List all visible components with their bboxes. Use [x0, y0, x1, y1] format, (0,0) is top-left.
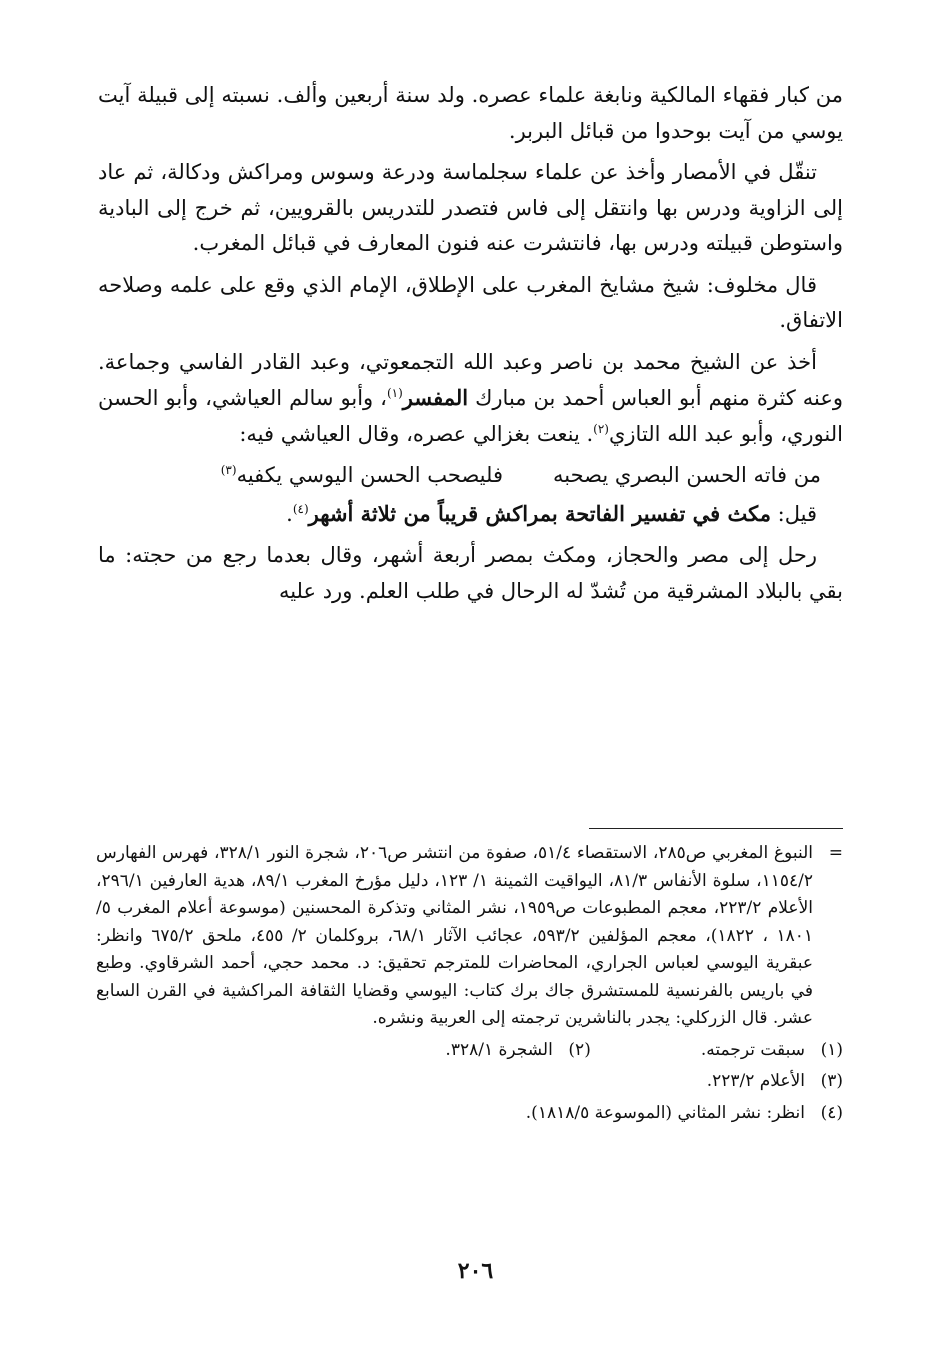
footnote-row-1-2: [96, 1037, 843, 1065]
footnote-ref-1: (١): [386, 386, 403, 400]
footnote-number: (٤): [820, 1102, 843, 1123]
paragraph-4: [98, 345, 843, 453]
poem-verse: [98, 458, 843, 494]
footnote-divider: [589, 828, 843, 829]
footnote-4: [526, 1100, 843, 1128]
paragraph-4-part-c: . ينعت بغزالي عصره، وقال العياشي فيه:: [239, 421, 594, 446]
poem-first-hemistich: من فاته الحسن البصري يصحبه: [553, 463, 821, 487]
poem-second-hemistich-wrap: [221, 458, 503, 494]
paragraph-5-part-a: قيل:: [770, 501, 817, 526]
footnote-1: [701, 1037, 843, 1065]
footnote-ref-3: (٣): [220, 463, 237, 477]
page-number: ٢٠٦: [457, 1258, 494, 1284]
paragraph-5-bold: مكث في تفسير الفاتحة بمراكش قريباً من ثلاثة أشهر: [308, 500, 771, 526]
main-text-continued: [98, 496, 843, 610]
footnote-number: (٣): [820, 1071, 843, 1091]
continuation-text: النبوغ المغربي ص٢٨٥، الاستقصاء ٥١/٤، صفوة من انتشر ص٢٠٦، شجرة النور ٣٢٨/١، فهرس الفهارس ١١٥٤/٢، سلوة الأنفاس ٨١/٣، اليواقيت الثمينة ١/ ١٢٣، دليل مؤرخ المغرب ٨٩/١، هدية العارفين ٢٩٦/١، الأعلام ٢٢٣/٢، معجم المطبوعات ص١٩٥٩، نشر المثاني وتذكرة المحسنين (موسوعة أعلام المغرب ٥/ ١٨٠١ ، ١٨٢٢)، معجم المؤلفين ٥٩٣/٢، عجائب الآثار ٦٨/١، بروكلمان ٢/ ٤٥٥، ملحق ٦٧٥/٢ وانظر: عبقرية اليوسي لعباس الجراري، المحاضرات للمترجم تحقيق: د. محمد حجي، أحمد الشرقاوي. وطبع في باريس بالفرنسية للمستشرق جاك برك كتاب: اليوسي وقضايا الثقافة المراكشية في القرن السابع عشر. قال الزركلي: يجدر بالناشرين ترجمته إلى العربية ونشره.: [96, 843, 814, 1028]
footnote-3: [707, 1068, 843, 1096]
paragraph-2: تنقّل في الأمصار وأخذ عن علماء سجلماسة ودرعة وسوس ومراكش ودكالة، ثم عاد إلى الزاوية ودرس بها وانتقل إلى فاس فتصدر للتدريس بالقرويين، ثم خرج إلى البادية واستوطن قبيلته ودرس بها، فانتشرت عنه فنون المعارف في قبائل المغرب.: [98, 160, 843, 255]
poem-second-hemistich: فليصحب الحسن اليوسي يكفيه: [236, 463, 503, 487]
paragraph-5-part-b: .: [286, 501, 293, 526]
footnote-text: سبقت ترجمته.: [700, 1039, 805, 1060]
main-body: [98, 78, 843, 615]
footnote-ref-4: (٤): [292, 501, 309, 516]
footnote-2: [445, 1037, 590, 1065]
paragraph-5: [98, 496, 843, 533]
footnote-row-4: [96, 1100, 843, 1128]
paragraph-4-bold: المفسر: [402, 385, 469, 410]
footnote-text: الأعلام ٢٢٣/٢.: [706, 1071, 805, 1091]
footnote-row-3: [96, 1068, 843, 1096]
continuation-mark: =: [828, 843, 843, 863]
footnotes: [96, 840, 843, 1127]
paragraph-6: رحل إلى مصر والحجاز، ومكث بمصر أربعة أشهر، وقال بعدما رجع من حجته: ما بقي بالبلاد المشرقية من تُشدّ له الرحال في طلب العلم. ورد عليه: [98, 543, 843, 603]
paragraph-4-part-b: ، وأبو سالم العياشي، وأبو الحسن النوري، وأبو عبد الله التازي: [98, 386, 843, 446]
paragraph-1: من كبار فقهاء المالكية ونابغة علماء عصره. ولد سنة أربعين وألف. نسبته إلى قبيلة آيت يوسي من آيت بوحدوا من قبائل البربر.: [98, 83, 843, 143]
paragraph-4-part-a: أخذ عن الشيخ محمد بن ناصر وعبد الله التجمعوتي، وعبد القادر الفاسي وجماعة. وعنه كثرة منهم أبو العباس أحمد بن مبارك: [98, 349, 843, 410]
footnote-text: انظر: نشر المثاني (الموسوعة ١٨١٨/٥).: [525, 1102, 805, 1123]
paragraph-3: قال مخلوف: شيخ مشايخ المغرب على الإطلاق، الإمام الذي وقع على علمه وصلاحه الاتفاق.: [98, 272, 843, 332]
footnote-ref-2: (٢): [593, 421, 609, 436]
footnote-text: الشجرة ٣٢٨/١.: [445, 1039, 553, 1060]
footnote-number: (١): [820, 1039, 843, 1060]
footnote-continuation: [96, 840, 843, 1033]
footnote-number: (٢): [568, 1039, 591, 1060]
main-text: [98, 78, 843, 452]
